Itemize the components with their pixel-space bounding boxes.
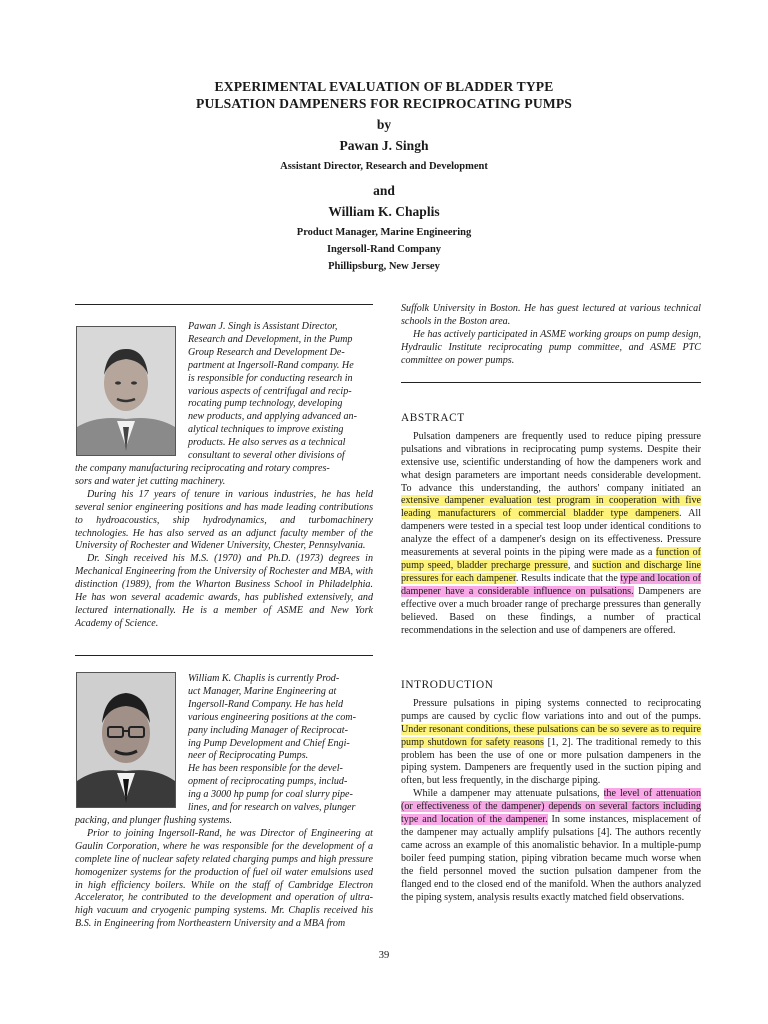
intro-text-3: While a dampener may attenuate pulsations, <box>413 788 604 800</box>
abstract-text-3: , and <box>567 559 593 571</box>
bio-2-top-rule <box>75 655 373 656</box>
bio-1-line: Group Research and Development De- <box>188 346 345 358</box>
bio-1-full-lines <box>75 463 373 489</box>
bio-1 <box>75 321 373 631</box>
bio-1-line: the company manufacturing reciprocating and rotary compres- <box>75 462 330 474</box>
bio-2-line: lines, and for research on valves, plunger <box>188 802 356 814</box>
bio-2-continued <box>401 303 701 368</box>
introduction-heading: INTRODUCTION <box>401 679 494 691</box>
abstract-section <box>401 412 701 637</box>
abstract-highlight-4: type and location of dampener have a considerable influence on pulsations. <box>401 572 702 597</box>
bio-1-line: partment at Ingersoll-Rand company. He <box>188 359 354 371</box>
company-name: Ingersoll-Rand Company <box>326 244 442 255</box>
bio-2-line: Ingersoll-Rand Company. He has held <box>188 698 344 710</box>
author-1-name: Pawan J. Singh <box>339 138 429 153</box>
bio-2-continued-paragraph-1: Suffolk University in Boston. He has guest lectured at various technical schools in the Boston area. <box>401 303 701 327</box>
bio-2-line: He has been responsible for the devel- <box>188 763 343 775</box>
abstract-paragraph <box>401 431 701 638</box>
abstract-highlight-1: extensive dampener evaluation test program in cooperation with five leading manufacturers of commercial bladder type dampeners <box>401 495 701 520</box>
bio-bottom-rule <box>401 382 701 383</box>
bio-2-line: packing, and plunger flushing systems. <box>75 814 233 826</box>
paper-title-line-1: EXPERIMENTAL EVALUATION OF BLADDER TYPE <box>214 79 554 94</box>
bio-2-line: uct Manager, Marine Engineering at <box>188 685 337 697</box>
abstract-text-2: . All dampeners were tested in a special test loop under identical conditions to analyze the effect of a dampener's design on its effectiveness. Pressure measurements at several points in the piping were made as a <box>401 508 701 559</box>
abstract-text-5: Dampeners are effective over a much broader range of precharge pressures than generally believed. Based on these findings, a number of practical recommendations in the selection and use of dampeners are offered. <box>401 585 701 636</box>
bio-1-line: products. He also serves as a technical <box>188 437 346 449</box>
intro-highlight-1: Under resonant conditions, these pulsations can be so severe as to require pump shutdown for safety reasons <box>401 723 701 748</box>
author-2-title: Product Manager, Marine Engineering <box>296 227 472 238</box>
bio-2-full-lines <box>75 815 373 828</box>
bio-2 <box>75 673 373 931</box>
intro-text-4: In some instances, misplacement of the dampener may actually amplify pulsations [4]. The authors recently came across an example of this anomalistic behavior. In a multiple-pump boiler feed pumping station, piping vibration became much worse when the field personnel moved the suction pulsation dampener from the flanged end to the closed end of the manifold. When the authors analyzed the piping system, analysis results exactly matched field observations. <box>401 814 701 903</box>
bio-2-paragraph-2: Prior to joining Ingersoll-Rand, he was Director of Engineering at Gaulin Corporation, where he was responsible for the development of a complete line of nuclear safety related charging pumps and high pressure homogenizer systems for the production of fuel oil water emulsions used in high efficiency boilers. While on the staff of Cambridge Electron Accelerator, he contributed to the development and operation of ultra-high vacuum and cryogenic pumping systems. Mr. Chaplis received his B.S. in Engineering from Northeastern University and a MBA from <box>75 827 373 930</box>
intro-text-1: Pressure pulsations in piping systems connected to reciprocating pumps are caused by cyclic flow variations into and out of the pumps. <box>401 697 701 722</box>
paper-title-line-2: PULSATION DAMPENERS FOR RECIPROCATING PUMPS <box>195 96 572 111</box>
bio-1-paragraph-3: Dr. Singh received his M.S. (1970) and Ph.D. (1973) degrees in Mechanical Engineering from the University of Rochester and MBA, with distinction (1989), from the Wharton Business School in Philadelphia. He has won several academic awards, has published extensively, and lectured internationally. He is a member of ASME and New York Academy of Science. <box>75 553 373 629</box>
title-block <box>0 78 768 273</box>
bio-1-line: is responsible for conducting research in <box>188 372 353 384</box>
introduction-paragraph-1 <box>401 698 701 788</box>
bio-2-line: William K. Chaplis is currently Prod- <box>188 673 340 684</box>
bio-2-wrapped-text <box>188 673 373 815</box>
abstract-highlight-2: function of pump speed, bladder precharge pressure <box>401 547 701 571</box>
bio-1-paragraph-2: During his 17 years of tenure in various industries, he has held several senior engineering positions and has made leading contributions to hydroacoustics, ship hydrodynamics, and turbomachinery technologies. He has also served as an adjunct faculty member of the University of Rochester and Widener University, Chester, Pennsylvania. <box>75 488 373 552</box>
author-2-name: William K. Chaplis <box>328 204 440 219</box>
bio-1-line: consultant to several other divisions of <box>188 450 345 462</box>
abstract-text-4: . Results indicate that the <box>515 572 621 584</box>
abstract-text-1: Pulsation dampeners are frequently used to reduce piping pressure pulsations and vibrations in reciprocating pump systems. Despite their extensive use, scientific understanding of how the dampeners work and what design parameters are important needs considerable development. To advance this understanding, the authors' company initiated an <box>401 430 701 494</box>
bio-1-line: new products, and applying advanced an- <box>188 411 357 423</box>
abstract-highlight-3: suction and discharge line pressures for each dampener <box>401 559 702 584</box>
bio-2-continued-paragraph-2: He has actively participated in ASME working groups on pump design, Hydraulic Institute reciprocating pump committee, and ASME PTC committee on power pumps. <box>401 328 701 366</box>
and-label: and <box>373 183 395 198</box>
bio-1-line: Research and Development, in the Pump <box>188 333 353 345</box>
bio-2-line: opment of reciprocating pumps, includ- <box>188 776 348 788</box>
bio-1-wrapped-text <box>188 321 373 463</box>
bio-1-line: Pawan J. Singh is Assistant Director, <box>188 321 338 332</box>
by-label: by <box>376 117 392 132</box>
bio-2-line: ing a 3000 hp pump for coal slurry pipe- <box>188 789 353 801</box>
bio-2-line: neer of Reciprocating Pumps. <box>188 750 309 762</box>
bio-1-line: sors and water jet cutting machinery. <box>75 475 226 487</box>
bio-2-line: pany including Manager of Reciprocat- <box>188 724 348 736</box>
bio-1-line: rocating pump technology, developing <box>188 398 343 410</box>
author-1-title: Assistant Director, Research and Development <box>280 161 488 172</box>
intro-text-2: [1, 2]. The traditional remedy to this problem has been the use of one or more pulsation dampeners in the piping system. Dampeners are frequently used in the suction piping and often, but less frequently, in the discharge piping. <box>401 736 701 787</box>
bio-1-line: alytical techniques to improve existing <box>188 424 344 436</box>
bio-2-line: various engineering positions at the com- <box>188 711 356 723</box>
page-number: 39 <box>378 950 390 961</box>
introduction-section <box>401 679 701 904</box>
bio-1-line: various aspects of centrifugal and recip- <box>188 385 352 397</box>
bio-1-top-rule <box>75 304 373 305</box>
bio-2-line: ing Pump Development and Chief Engi- <box>188 737 350 749</box>
intro-highlight-2: the level of attenuation (or effectiveness of the dampener) depends on several factors including type and location of the dampener. <box>401 788 701 826</box>
company-location: Phillipsburg, New Jersey <box>328 261 440 272</box>
introduction-paragraph-2 <box>401 788 701 904</box>
abstract-heading: ABSTRACT <box>401 412 465 424</box>
